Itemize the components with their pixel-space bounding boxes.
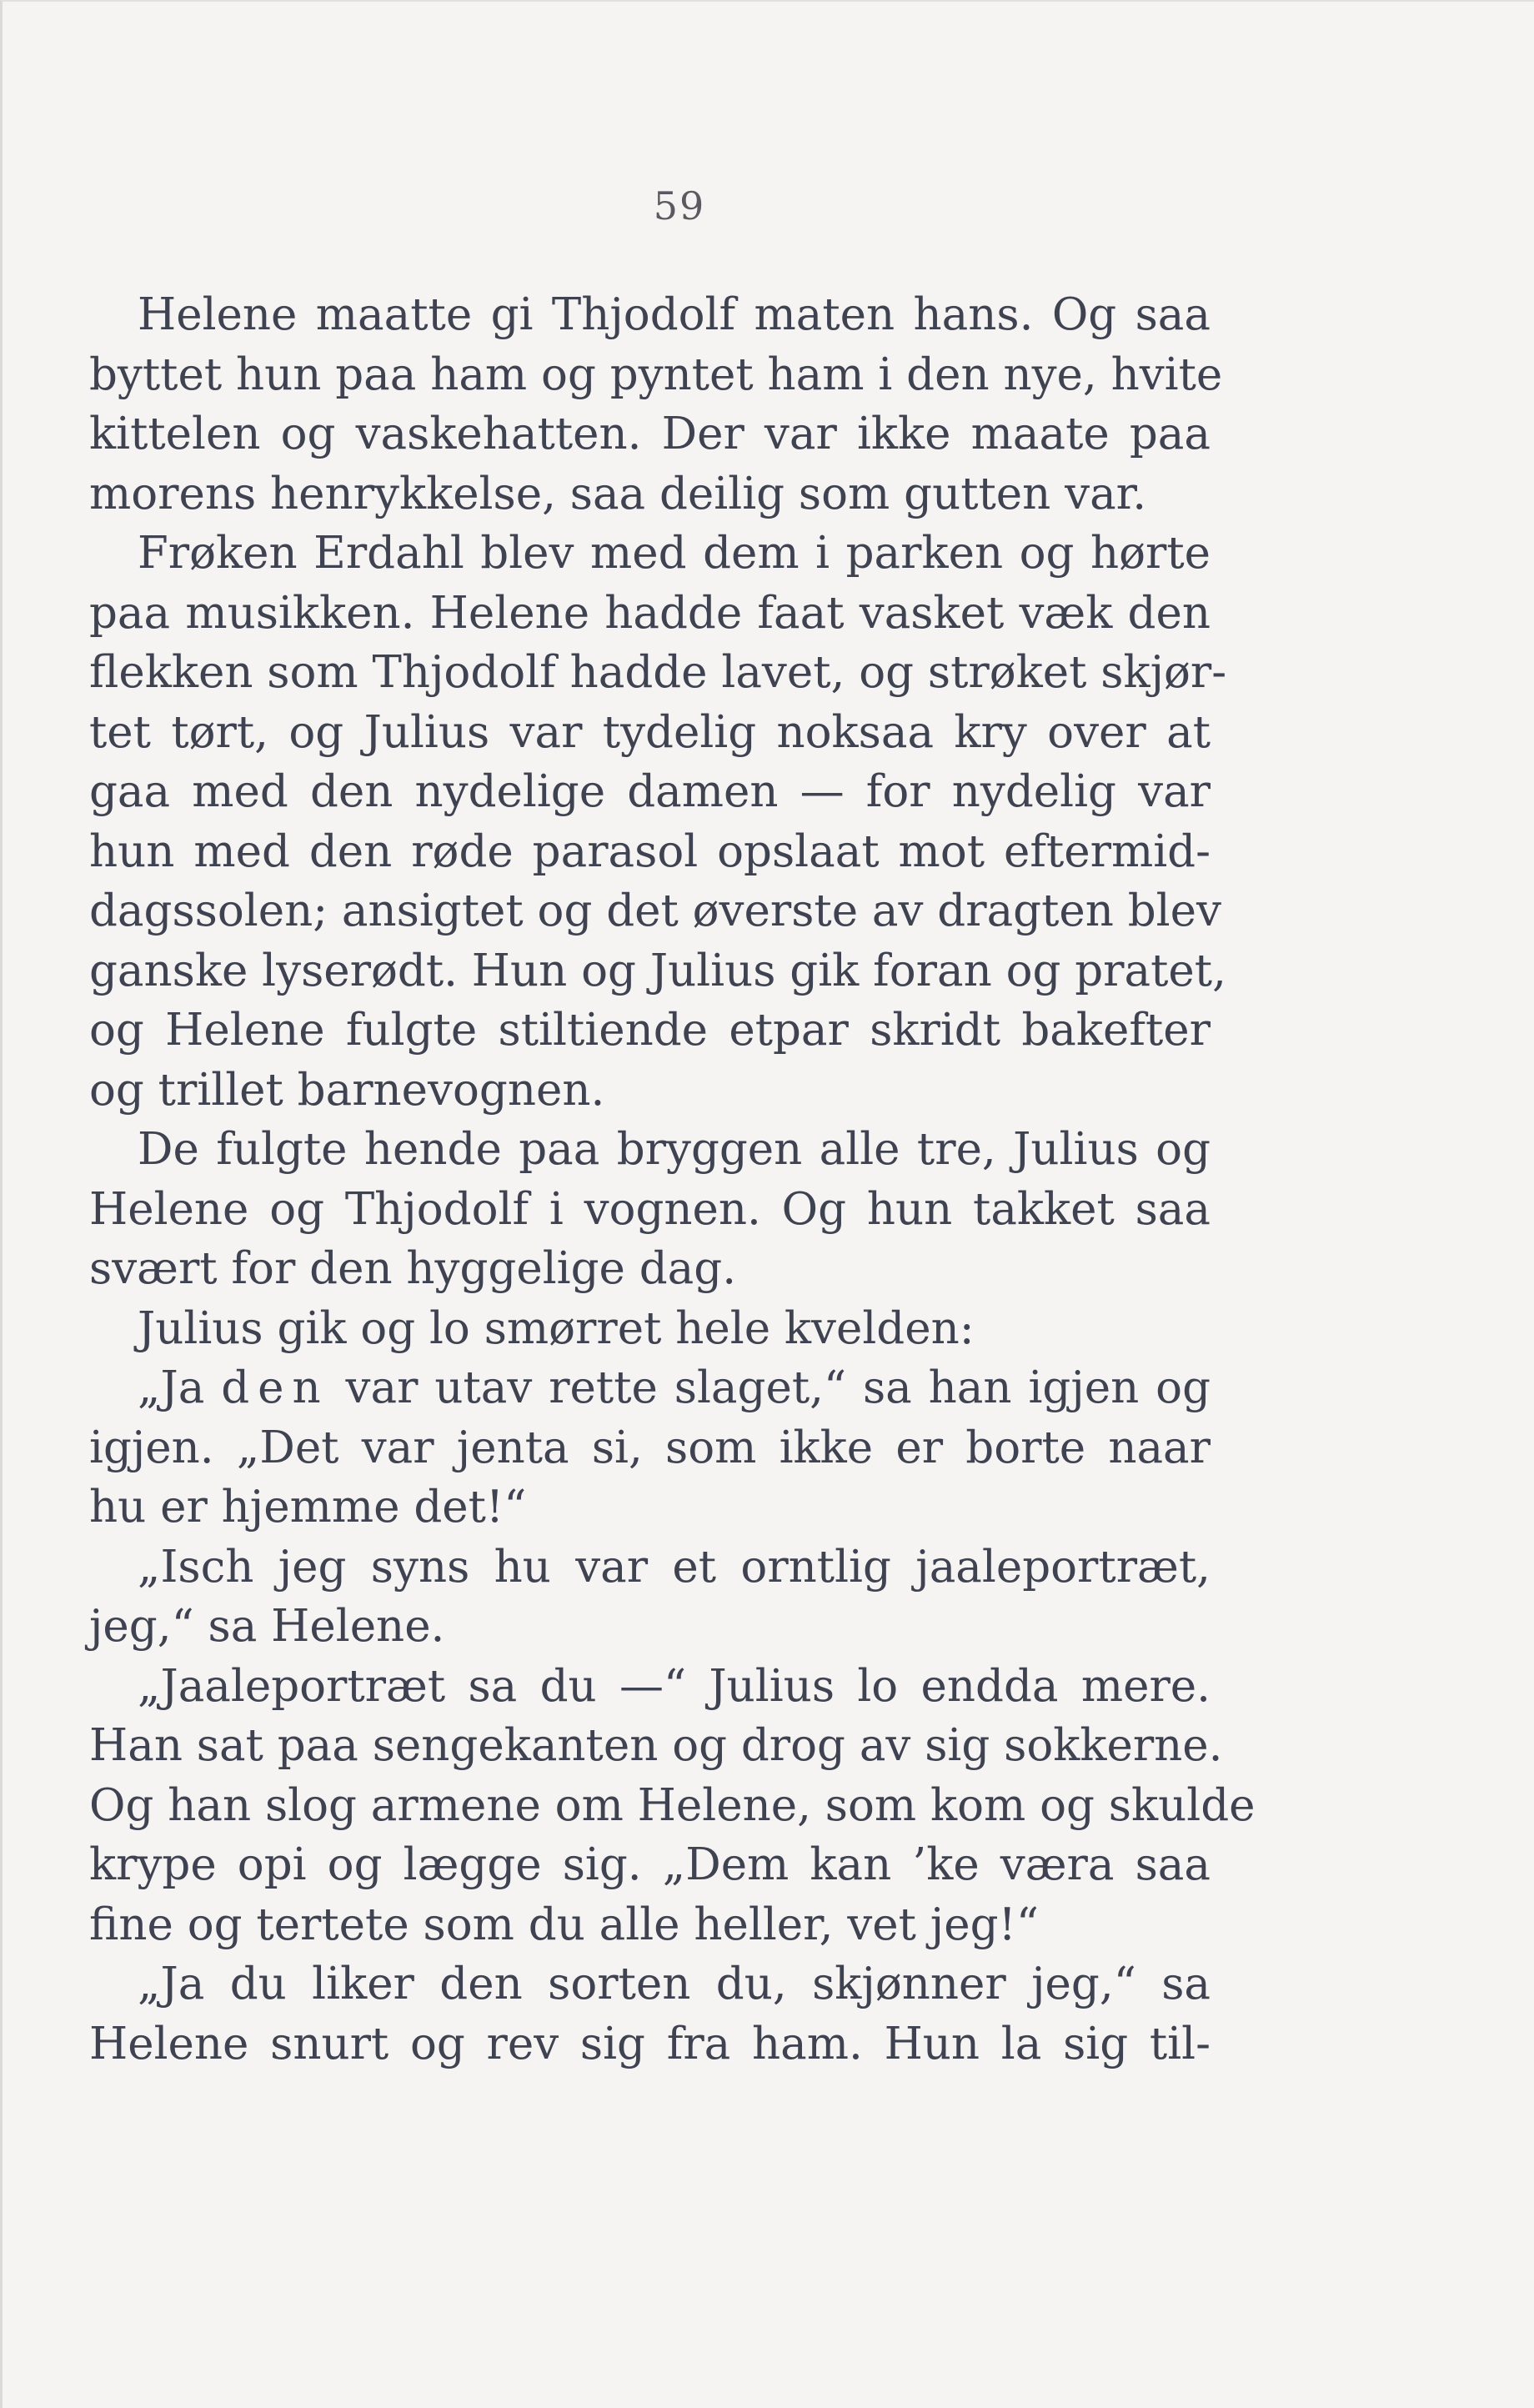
text-line: hu er hjemme det!“ — [89, 1482, 527, 1533]
text-line: ganske lyserødt. Hun og Julius gik foran og pratet, — [89, 945, 1226, 996]
text-line: svært for den hyggelige dag. — [89, 1243, 737, 1294]
paper-speck — [116, 2250, 121, 2261]
body-text — [89, 285, 1256, 2074]
text-line: jeg,“ sa Helene. — [89, 1601, 445, 1652]
text-line: Helene snurt og rev sig fra ham. Hun la sig til- — [89, 2018, 1211, 2069]
text-line: fine og tertete som du alle heller, vet jeg!“ — [89, 1899, 1039, 1950]
text-line: „Isch jeg syns hu var et orntlig jaaleportræt, — [138, 1541, 1211, 1593]
text-line: Han sat paa sengekanten og drog av sig sokkerne. — [89, 1720, 1223, 1771]
text-line: igjen. „Det var jenta si, som ikke er borte naar — [89, 1422, 1211, 1473]
text-line-part: var utav rette slaget,“ sa han igjen og — [328, 1362, 1211, 1413]
text-line: Helene og Thjodolf i vognen. Og hun takket saa — [89, 1183, 1211, 1235]
text-line: De fulgte hende paa bryggen alle tre, Julius og — [138, 1124, 1211, 1175]
page-number: 59 — [653, 183, 706, 228]
text-line: Og han slog armene om Helene, som kom og skulde — [89, 1779, 1256, 1831]
text-line: gaa med den nydelige damen — for nydelig var — [89, 766, 1211, 817]
text-line: Julius gik og lo smørret hele kvelden: — [138, 1302, 975, 1354]
text-line: „Ja du liker den sorten du, skjønner jeg,“ sa — [138, 1959, 1211, 2009]
text-line: kittelen og vaskehatten. Der var ikke maate paa — [89, 409, 1211, 459]
text-line — [89, 1358, 1211, 1418]
text-line: krype opi og lægge sig. „Dem kan ’ke væra saa — [89, 1839, 1211, 1890]
text-line: Frøken Erdahl blev med dem i parken og hørte — [138, 528, 1211, 579]
text-line: Helene maatte gi Thjodolf maten hans. Og saa — [138, 289, 1211, 340]
text-line: byttet hun paa ham og pyntet ham i den nye, hvite — [89, 349, 1223, 400]
emphasized-word: den — [221, 1362, 329, 1413]
text-line: paa musikken. Helene hadde faat vasket væk den — [89, 587, 1211, 639]
text-line: dagssolen; ansigtet og det øverste av dragten blev — [89, 885, 1221, 936]
text-line-part: „Ja — [138, 1362, 222, 1413]
text-line: morens henrykkelse, saa deilig som gutten var. — [89, 468, 1147, 519]
text-line: flekken som Thjodolf hadde lavet, og strøket skjør- — [89, 647, 1227, 698]
text-line: og trillet barnevognen. — [89, 1064, 605, 1116]
text-line: tet tørt, og Julius var tydelig noksaa kry over at — [89, 706, 1211, 758]
text-line: „Jaaleportræt sa du —“ Julius lo endda mere. — [138, 1660, 1211, 1712]
text-line: hun med den røde parasol opslaat mot eftermid- — [89, 825, 1211, 877]
text-line: og Helene fulgte stiltiende etpar skridt bakefter — [89, 1005, 1211, 1056]
